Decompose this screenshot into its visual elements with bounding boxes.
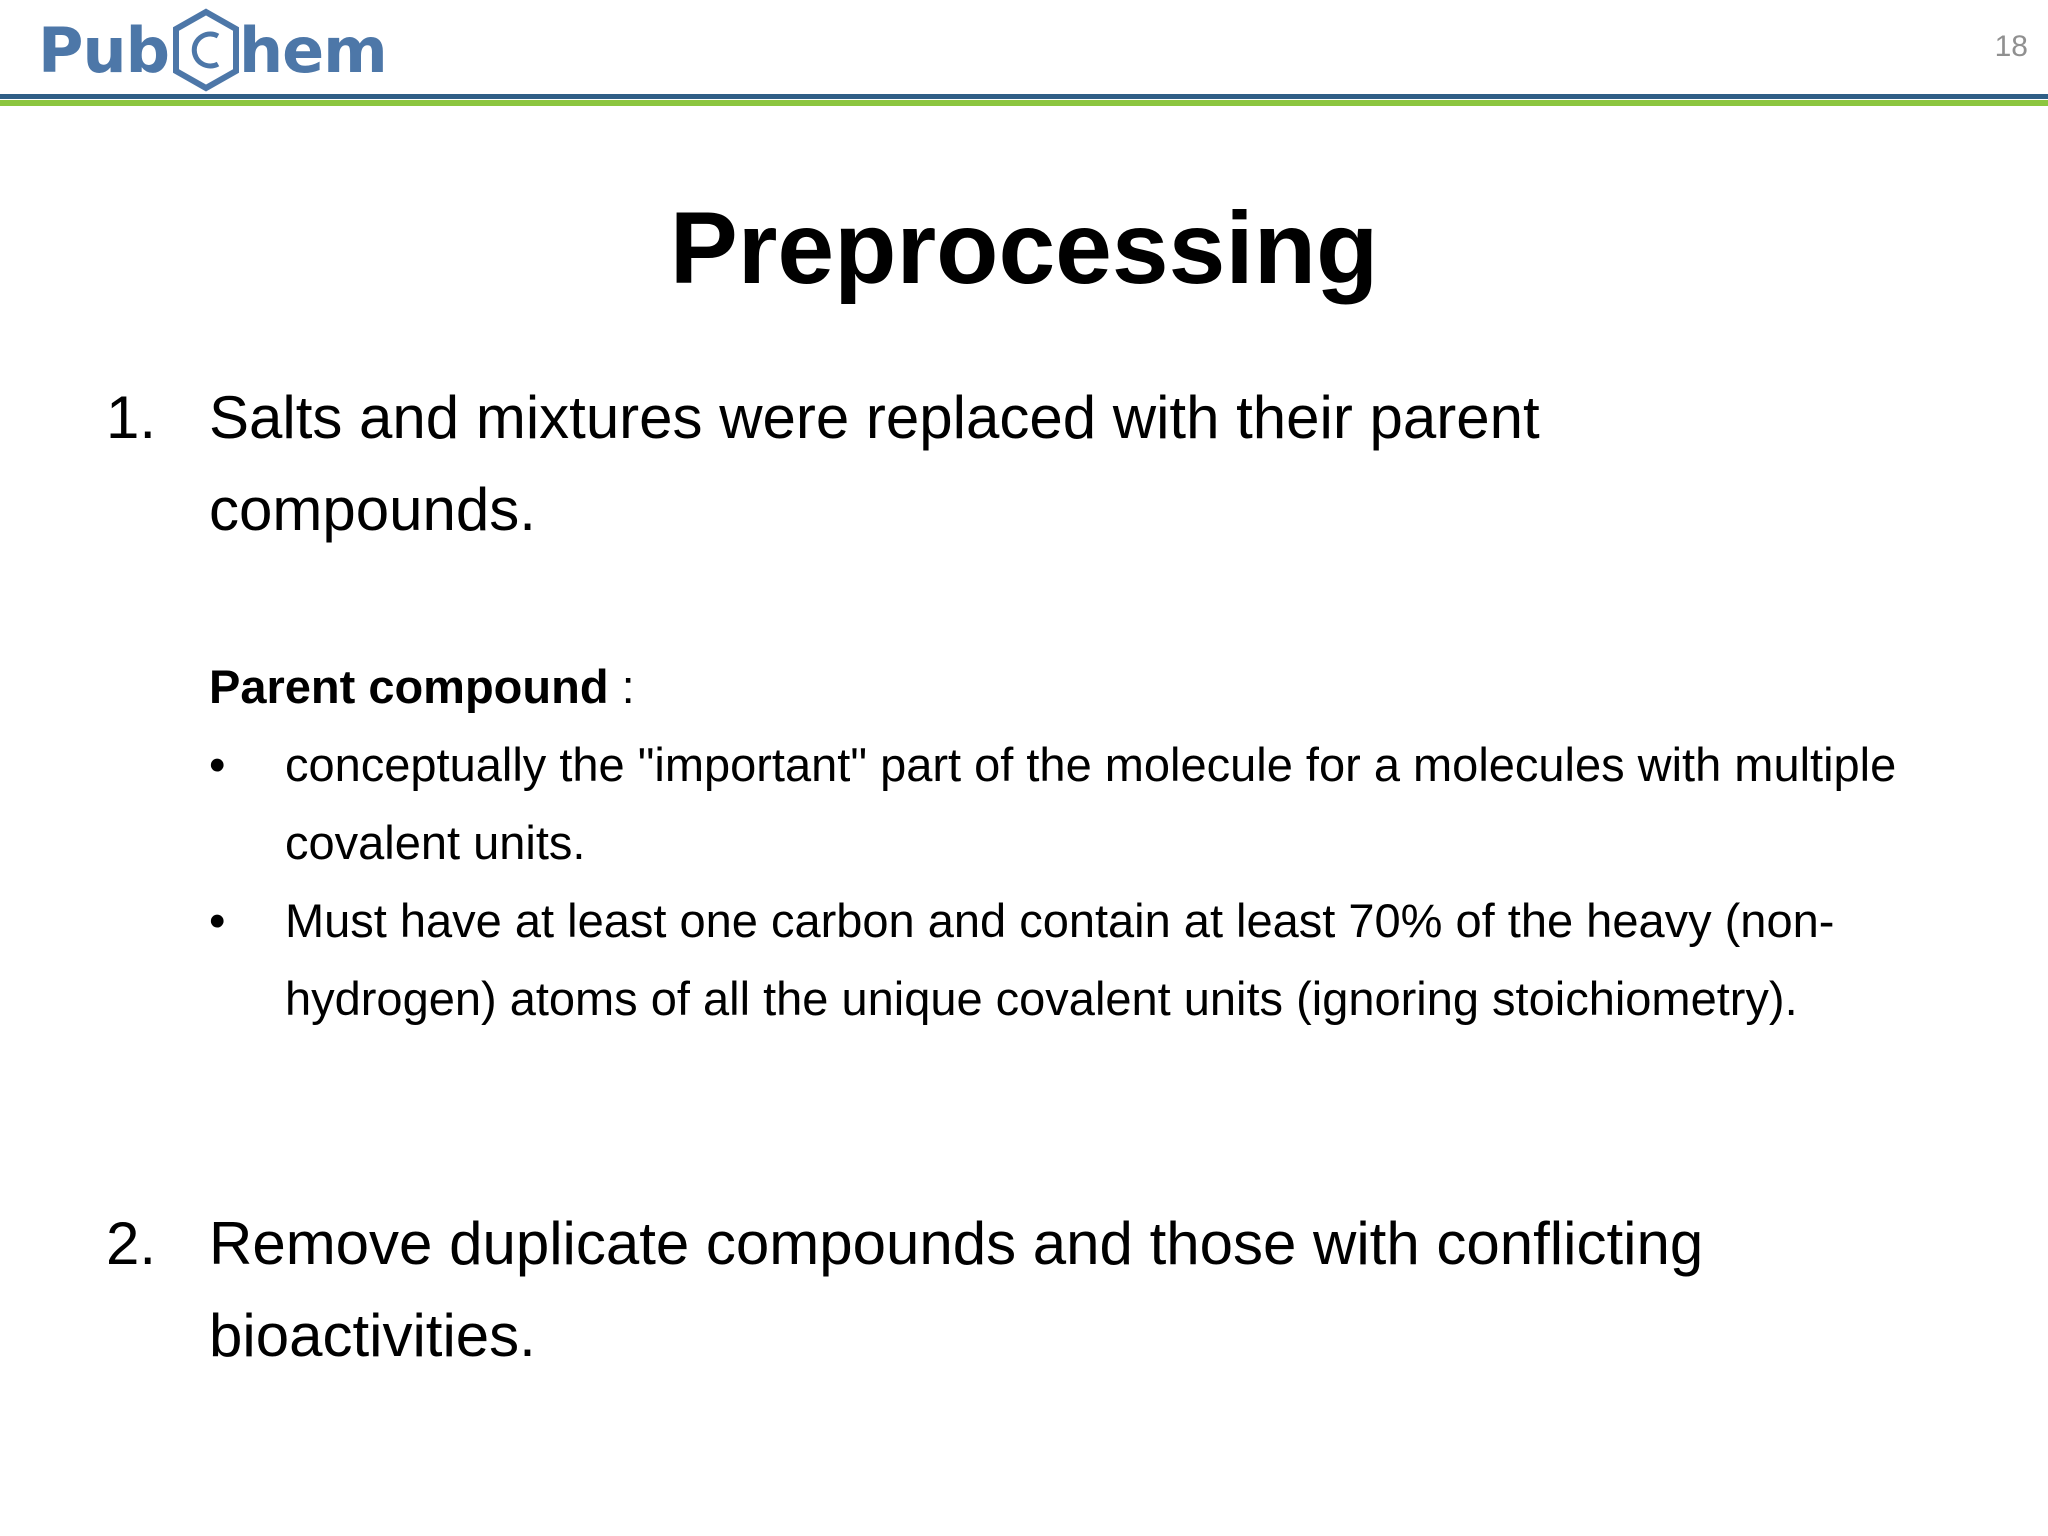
header-divider-blue bbox=[0, 94, 2048, 99]
list-item-1 bbox=[106, 372, 1706, 556]
list-item-text: Remove duplicate compounds and those with conflicting bioactivities. bbox=[209, 1210, 1704, 1369]
bullet-item bbox=[209, 726, 1969, 882]
parent-compound-section bbox=[209, 648, 1969, 1038]
header-divider-green bbox=[0, 100, 2048, 106]
bullet-marker: • bbox=[209, 738, 226, 791]
list-item-number: 1. bbox=[106, 384, 157, 451]
bullet-marker: • bbox=[209, 894, 226, 947]
bullet-item bbox=[209, 882, 1969, 1038]
list-item-number: 2. bbox=[106, 1210, 157, 1277]
parent-compound-heading bbox=[209, 648, 1969, 726]
page-number: 18 bbox=[1994, 30, 2028, 63]
parent-compound-colon: : bbox=[608, 660, 635, 713]
logo-text-hem: hem bbox=[238, 13, 387, 87]
logo-text-pub: Pub bbox=[38, 13, 169, 87]
list-item-2 bbox=[106, 1198, 1886, 1382]
bullet-text: Must have at least one carbon and contain at least 70% of the heavy (non-hydrogen) atoms of all the unique covalent units (ignoring stoichiometry). bbox=[285, 894, 1835, 1025]
benzene-hexagon-icon bbox=[171, 8, 241, 92]
slide-title: Preprocessing bbox=[669, 191, 1379, 305]
pubchem-logo bbox=[38, 8, 387, 92]
parent-compound-label: Parent compound bbox=[209, 660, 609, 713]
list-item-text: Salts and mixtures were replaced with their parent compounds. bbox=[209, 384, 1540, 543]
bullet-text: conceptually the "important" part of the molecule for a molecules with multiple covalent units. bbox=[285, 738, 1897, 869]
